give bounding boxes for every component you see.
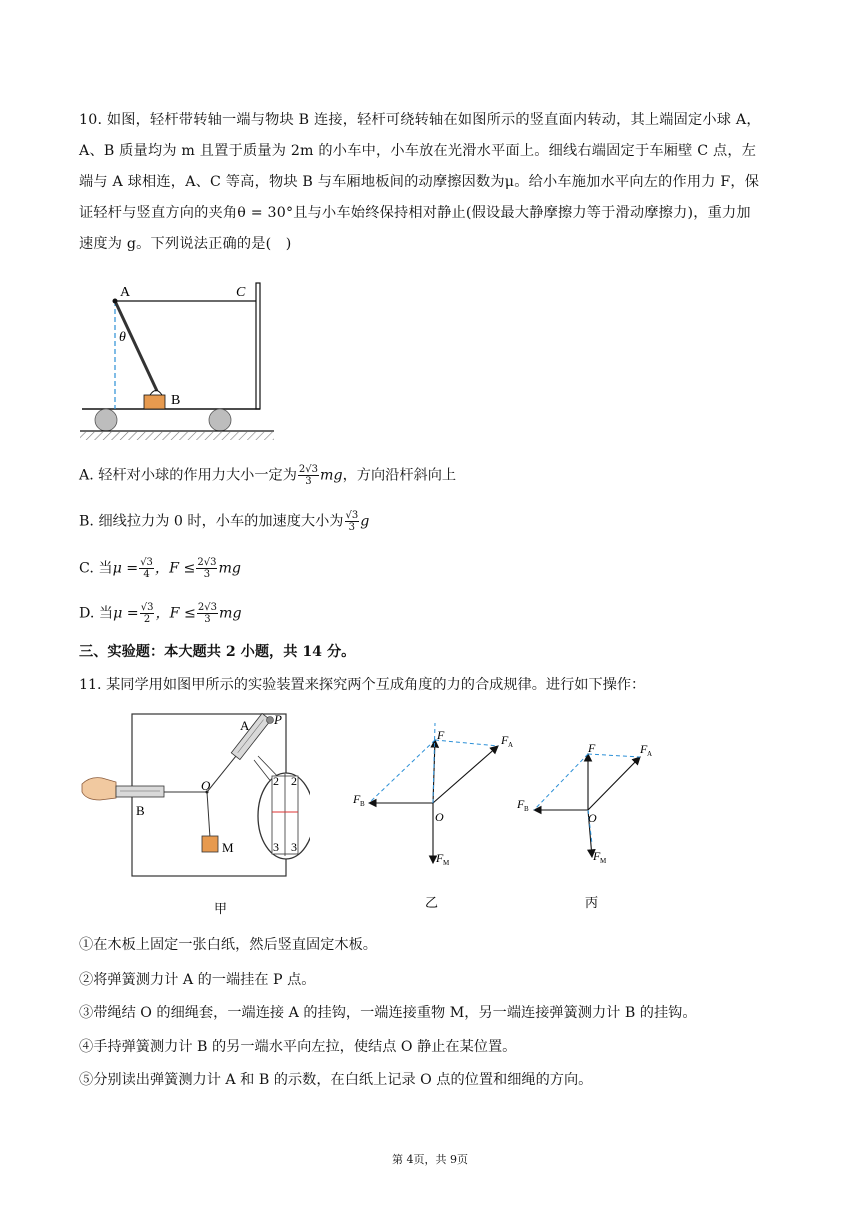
label-m-jia: M [222,840,234,855]
label-fb-bing: F [517,797,525,811]
vector-fa-bing [588,757,640,810]
string-om [207,792,210,838]
ground-hatch [80,432,274,440]
q10-line-5: 速度为 g。下列说法正确的是( ) [79,236,292,252]
cart-rod-figure [78,278,278,453]
label-a: A [120,285,131,300]
label-fm-bing: F [593,849,601,863]
scale-label-2-right: 2 [291,774,297,788]
option-d: D. 当μ = $\frac{√3}{2}$ ，F ≤ $\frac{2√3}{3}$ mg [79,602,242,625]
q10-line-1: 10. 如图，轻杆带转轴一端与物块 B 连接，轻杆可绕转轴在如图所示的竖直面内转动，其上端固定小球 A， [79,112,761,128]
label-o-jia: O [201,778,211,793]
label-fb-sub-bing: B [524,805,529,813]
cart-wall [256,283,260,409]
label-fb-yi: F [353,792,361,806]
hand-icon [82,778,116,800]
scale-label-3-left: 3 [273,840,279,854]
label-o-bing: O [588,811,597,825]
question-10-text [79,105,799,260]
q10-line-3: 端与 A 球相连，A、C 等高，物块 B 与车厢地板间的动摩擦因数为μ。给小车施加水平向左的作用力 F，保 [79,174,760,190]
light-rod [115,301,157,391]
label-a-jia: A [240,718,250,733]
spring-scale-a [231,713,270,759]
label-fm-yi: F [436,851,444,865]
option-b: B. 细线拉力为 0 时，小车的加速度大小为 $\frac{√3}{3}$ g [79,510,370,533]
label-c: C [236,285,246,300]
step-2: ②将弹簧测力计 A 的一端挂在 P 点。 [79,972,316,988]
label-fa-bing: F [640,742,648,756]
wheel-left [95,409,117,431]
figure-yi [345,715,515,915]
question-11-intro: 11. 某同学用如图甲所示的实验装置来探究两个互成角度的力的合成规律。进行如下操作： [79,677,646,693]
nail-p [267,717,274,724]
ball-a [113,299,118,304]
wheel-right [209,409,231,431]
label-fm-sub-bing: M [600,857,607,865]
option-c: C. 当μ = $\frac{√3}{4}$ ，F ≤ $\frac{2√3}{3}$ mg [79,557,242,580]
label-p-jia: P [274,712,282,727]
spring-scale-b [116,786,164,797]
caption-yi: 乙 [425,895,439,910]
label-fa-sub-bing: A [647,750,653,758]
string-oa [207,756,236,792]
caption-jia: 甲 [214,901,228,916]
label-fb-sub-yi: B [360,800,365,808]
label-fa-sub-yi: A [508,741,514,749]
q10-line-4: 证轻杆与竖直方向的夹角θ = 30°且与小车始终保持相对静止(假设最大静摩擦力等于滑动摩擦力)，重力加 [79,205,751,221]
label-fa-yi: F [501,733,509,747]
label-theta: θ [119,330,126,345]
label-f-yi: F [437,728,445,742]
step-5: ⑤分别读出弹簧测力计 A 和 B 的示数，在白纸上记录 O 点的位置和细绳的方向。 [79,1072,593,1088]
step-3: ③带绳结 O 的细绳套，一端连接 A 的挂钩，一端连接重物 M，另一端连接弹簧测力计 B 的挂钩。 [79,1005,697,1021]
figure-bing [508,732,658,912]
vector-fa-yi [433,746,498,803]
label-f-bing: F [588,741,596,755]
label-b: B [171,393,181,408]
weight-m [202,836,218,852]
label-o-yi: O [435,810,444,824]
scale-label-3-right: 3 [291,840,297,854]
option-a: A. 轻杆对小球的作用力大小一定为 $\frac{2√3}{3}$ mg，方向沿杆斜向上 [79,464,457,487]
figure-jia [80,708,310,918]
caption-bing: 丙 [585,895,599,910]
step-1: ①在木板上固定一张白纸，然后竖直固定木板。 [79,937,377,953]
block-b [144,395,165,409]
section-heading: 三、实验题：本大题共 2 小题，共 14 分。 [79,644,356,660]
scale-label-2-left: 2 [273,774,279,788]
label-b-jia: B [136,803,145,818]
q10-line-2: A、B 质量均为 m 且置于质量为 2m 的小车中，小车放在光滑水平面上。细线右端固定于车厢壁 C 点，左 [79,143,757,159]
page-footer: 第 4页，共 9页 [392,1153,468,1166]
label-fm-sub-yi: M [443,859,450,867]
step-4: ④手持弹簧测力计 B 的另一端水平向左拉，使结点 O 静止在某位置。 [79,1039,517,1055]
